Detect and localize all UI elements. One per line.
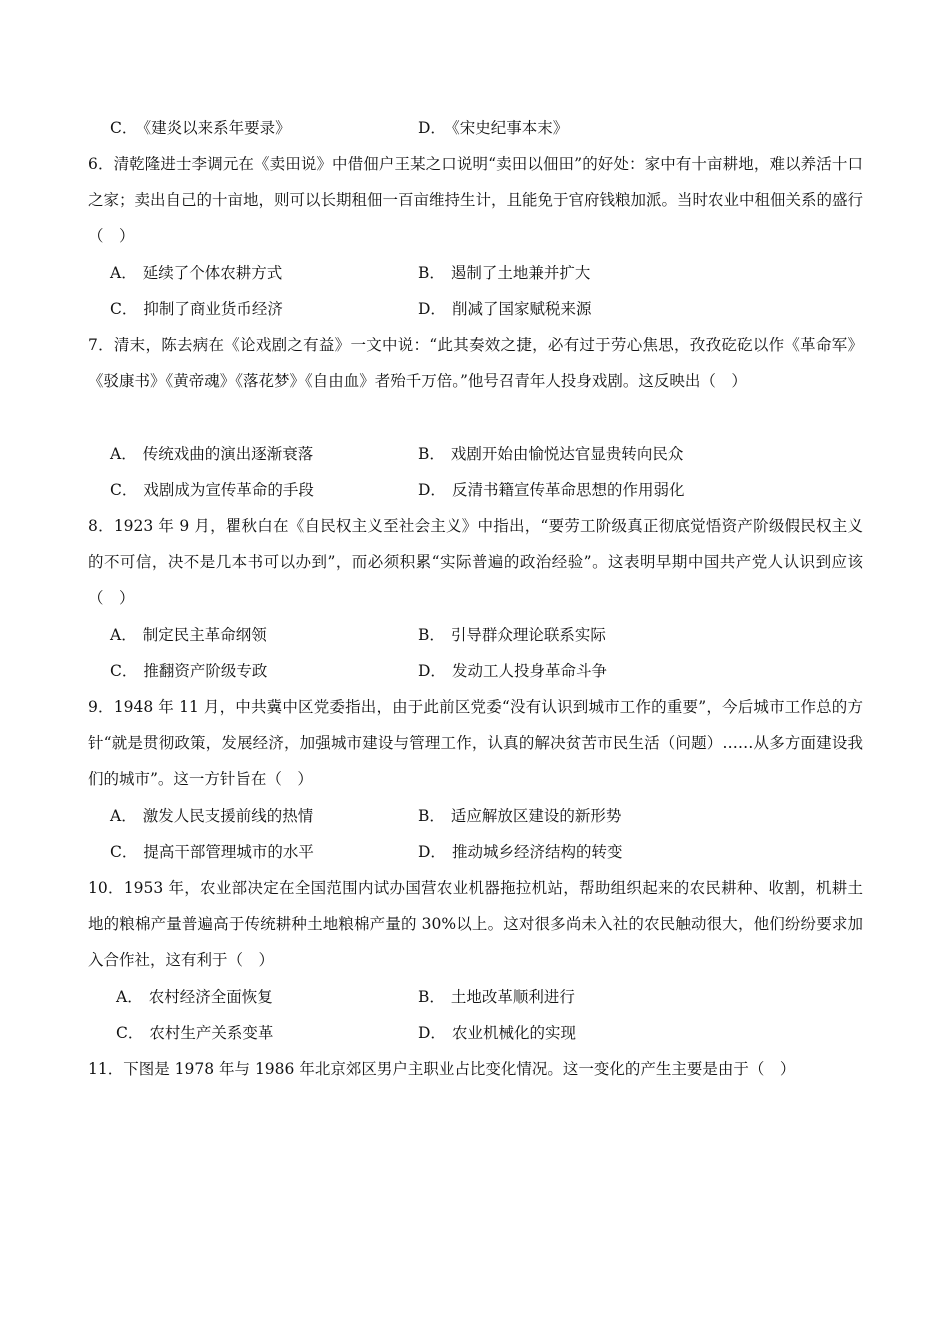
q10-option-c	[116, 1015, 273, 1051]
q8-option-row-1	[110, 617, 870, 653]
option-letter: D．	[418, 843, 446, 861]
option-letter: C．	[116, 1024, 144, 1042]
q6-option-row-2	[110, 291, 870, 327]
q6-option-c	[110, 291, 283, 327]
option-letter: A．	[110, 807, 137, 825]
option-text: 《建炎以来系年要录》	[143, 119, 291, 137]
q7-option-row-1	[110, 436, 870, 472]
option-text: 农村经济全面恢复	[148, 988, 273, 1006]
option-letter: C．	[110, 662, 138, 680]
q7-option-d	[418, 472, 684, 508]
q8-stem: 8．1923 年 9 月，瞿秋白在《自民权主义至社会主义》中指出，“要劳工阶级真正彻底觉悟资产阶级假民权主义的不可信，决不是几本书可以办到”，而必须积累“实际普遍的政治经验”。这表明早期中国共产党人认识到应该（ ）	[88, 517, 863, 607]
option-text: 戏剧成为宣传革命的手段	[143, 481, 314, 499]
option-letter: B．	[418, 626, 445, 644]
option-text: 遏制了土地兼并扩大	[450, 264, 591, 282]
option-letter: B．	[418, 445, 445, 463]
q6-option-b	[418, 255, 590, 291]
option-letter: C．	[110, 481, 138, 499]
q5-option-d	[418, 110, 568, 146]
option-text: 延续了个体农耕方式	[142, 264, 283, 282]
q5-options	[110, 110, 870, 146]
q9-option-d	[418, 834, 622, 870]
q6-option-a	[110, 255, 282, 291]
option-letter: D．	[418, 300, 446, 318]
q9-option-row-1	[110, 798, 870, 834]
q6-option-d	[418, 291, 591, 327]
option-text: 《宋史纪事本末》	[451, 119, 569, 137]
q6-option-row-1	[110, 255, 870, 291]
q7-stem: 7．清末，陈去病在《论戏剧之有益》一文中说：“此其奏效之捷，必有过于劳心焦思，孜孜矻矻以作《革命军》《驳康书》《黄帝魂》《落花梦》《自由血》者殆千万倍。”他号召青年人投身戏剧。这反映出（ ）	[88, 336, 863, 390]
q11-stem: 11．下图是 1978 年与 1986 年北京郊区男户主职业占比变化情况。这一变化的产生主要是由于（ ）	[88, 1060, 796, 1078]
option-letter: C．	[110, 843, 138, 861]
option-letter: B．	[418, 264, 445, 282]
q8-option-c	[110, 653, 267, 689]
option-text: 推动城乡经济结构的转变	[451, 843, 623, 861]
q10-option-row-1	[116, 979, 876, 1015]
option-text: 反清书籍宣传革命思想的作用弱化	[451, 481, 685, 499]
q6-options	[110, 255, 870, 327]
q7-option-row-2	[110, 472, 870, 508]
option-text: 推翻资产阶级专政	[143, 662, 268, 680]
option-text: 农村生产关系变革	[149, 1024, 274, 1042]
q7-option-a	[110, 436, 313, 472]
option-letter: D．	[418, 1024, 446, 1042]
option-letter: A．	[116, 988, 143, 1006]
option-text: 发动工人投身革命斗争	[451, 662, 607, 680]
option-text: 削减了国家赋税来源	[451, 300, 592, 318]
option-text: 制定民主革命纲领	[142, 626, 267, 644]
q9-option-b	[418, 798, 621, 834]
q9-option-row-2	[110, 834, 870, 870]
option-text: 农业机械化的实现	[451, 1024, 576, 1042]
option-letter: B．	[418, 988, 445, 1006]
option-letter: A．	[110, 626, 137, 644]
q10-options	[116, 979, 876, 1051]
q5-option-c	[110, 110, 291, 146]
option-letter: D．	[418, 662, 446, 680]
q9-option-a	[110, 798, 313, 834]
q8-options	[110, 617, 870, 689]
q10-stem: 10．1953 年，农业部决定在全国范围内试办国营农业机器拖拉机站，帮助组织起来的农民耕种、收割，机耕土地的粮棉产量普遍高于传统耕种土地粮棉产量的 30%以上。这对很多尚未入社的农民触动很大，他们纷纷要求加入合作社，这有利于（ ）	[88, 879, 863, 969]
option-letter: A．	[110, 264, 137, 282]
option-text: 激发人民支援前线的热情	[142, 807, 314, 825]
q7-option-b	[418, 436, 683, 472]
option-text: 提高干部管理城市的水平	[143, 843, 314, 861]
q7-option-c	[110, 472, 314, 508]
q6-stem: 6．清乾隆进士李调元在《卖田说》中借佃户王某之口说明“卖田以佃田”的好处：家中有十亩耕地，难以养活十口之家；卖出自己的十亩地，则可以长期租佃一百亩维持生计，且能免于官府钱粮加派。当时农业中租佃关系的盛行（ ）	[88, 155, 864, 245]
q7-options	[110, 436, 870, 508]
q8-option-d	[418, 653, 607, 689]
q9-option-c	[110, 834, 314, 870]
option-text: 适应解放区建设的新形势	[450, 807, 622, 825]
option-text: 传统戏曲的演出逐渐衰落	[142, 445, 314, 463]
q10-option-row-2	[116, 1015, 876, 1051]
q9-stem: 9．1948 年 11 月，中共冀中区党委指出，由于此前区党委“没有认识到城市工作的重要”，今后城市工作总的方针“就是贯彻政策，发展经济，加强城市建设与管理工作，认真的解决贫苦市民生活（问题）……从多方面建设我们的城市”。这一方针旨在（ ）	[88, 698, 863, 788]
option-letter: D．	[418, 119, 446, 137]
option-letter: A．	[110, 445, 137, 463]
option-letter: C．	[110, 119, 138, 137]
q5-option-row-2	[110, 110, 870, 146]
option-text: 抑制了商业货币经济	[143, 300, 283, 318]
q8-option-a	[110, 617, 267, 653]
q10-option-d	[418, 1015, 576, 1051]
q8-option-row-2	[110, 653, 870, 689]
q10-option-a	[116, 979, 273, 1015]
option-text: 戏剧开始由愉悦达官显贵转向民众	[450, 445, 684, 463]
option-letter: B．	[418, 807, 445, 825]
option-letter: C．	[110, 300, 138, 318]
q9-options	[110, 798, 870, 870]
option-text: 土地改革顺利进行	[450, 988, 575, 1006]
q8-option-b	[418, 617, 606, 653]
option-text: 引导群众理论联系实际	[450, 626, 606, 644]
option-letter: D．	[418, 481, 446, 499]
q10-option-b	[418, 979, 575, 1015]
